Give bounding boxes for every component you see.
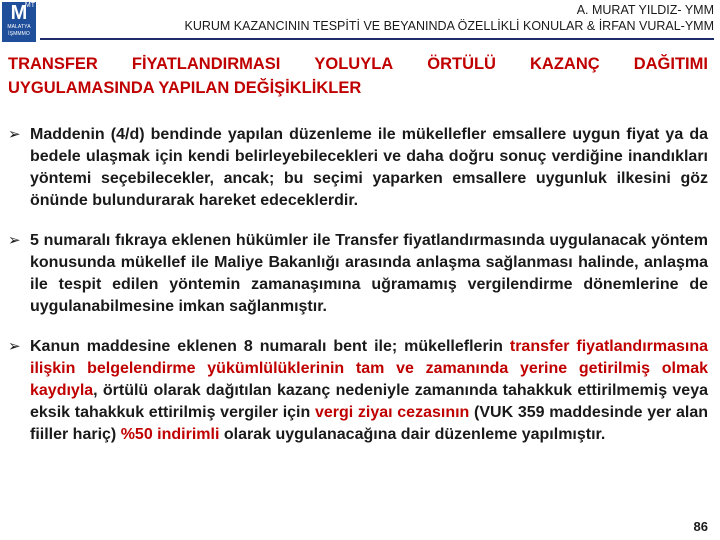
bullet-text-plain: , örtülü olarak dağıtılan kazanç nedeniyle zamanında tahakkuk ettirilmemiş veya eksik tahakkuk ettirilmiş vergiler için — [30, 382, 708, 421]
bullet-text-plain: olarak uygulanacağına dair düzenleme yapılmıştır. — [219, 426, 606, 443]
bullet-item — [8, 124, 708, 212]
bullet-text: Maddenin (4/d) bendinde yapılan düzenleme ile mükellefler emsallere uygun fiyat ya da bedele ulaşmak için kendi belirleyebilecekleri ve daha doğru sonuç verdiğine inandıkları yöntemi seçebilecekler, ancak; bu seçimi yaparken emsallere uygunluk ilkesini göz önünde bulundurarak hareket edeceklerdir. — [30, 126, 708, 209]
title-word: ÖRTÜLÜ — [427, 55, 496, 73]
arrow-bullet-icon: ➢ — [8, 338, 21, 355]
bullet-item — [8, 336, 708, 446]
title-word: KAZANÇ — [530, 55, 600, 73]
bullet-list — [8, 124, 708, 464]
title-word: DAĞITIMI — [633, 55, 708, 73]
bullet-text-plain: Kanun maddesine eklenen 8 numaralı bent ile; mükelleflerin — [30, 338, 510, 355]
bullet-item — [8, 230, 708, 318]
slide-title — [8, 52, 708, 100]
logo — [2, 2, 36, 42]
header-subject: KURUM KAZANCININ TESPİTİ VE BEYANINDA ÖZELLİKLİ KONULAR & İRFAN VURAL-YMM — [184, 19, 714, 33]
page-number: 86 — [693, 519, 708, 534]
logo-line1: MALATYA — [7, 24, 31, 30]
header-author: A. MURAT YILDIZ- YMM — [576, 3, 714, 17]
title-word: YOLUYLA — [314, 55, 394, 73]
arrow-bullet-icon: ➢ — [8, 232, 21, 249]
bullet-highlight: transfer fiyatlandırmasına ilişkin belgelendirme yükümlülüklerinin tam ve zamanında yerine getirilmiş olmak kaydıyla — [30, 338, 709, 399]
bullet-text-plain: (VUK 359 maddesinde yer alan fiiller hariç) — [30, 404, 708, 443]
logo-mark: M — [10, 2, 28, 24]
arrow-bullet-icon: ➢ — [8, 126, 21, 143]
title-line2: UYGULAMASINDA YAPILAN DEĞİŞİKLİKLER — [8, 79, 362, 97]
bullet-highlight: vergi ziyaı cezasının — [314, 404, 470, 421]
title-word: TRANSFER — [8, 55, 98, 73]
bullet-highlight: %50 indirimli — [120, 426, 220, 443]
header-divider — [40, 38, 714, 40]
logo-reg: MT — [24, 2, 35, 9]
logo-line2: İŞMMMO — [8, 31, 30, 37]
bullet-text: 5 numaralı fıkraya eklenen hükümler ile Transfer fiyatlandırmasında uygulanacak yöntem konusunda mükellef ile Maliye Bakanlığı arasında anlaşma sağlanması halinde, anlaşma ile tespit edilen yöntemin zamanaşımına uğramamış vergilendirme dönemlerine de uygulanabilmesine imkan sağlanmıştır. — [30, 232, 708, 315]
title-line1 — [8, 52, 708, 76]
slide-header — [44, 2, 714, 34]
title-word: FİYATLANDIRMASI — [131, 55, 281, 73]
